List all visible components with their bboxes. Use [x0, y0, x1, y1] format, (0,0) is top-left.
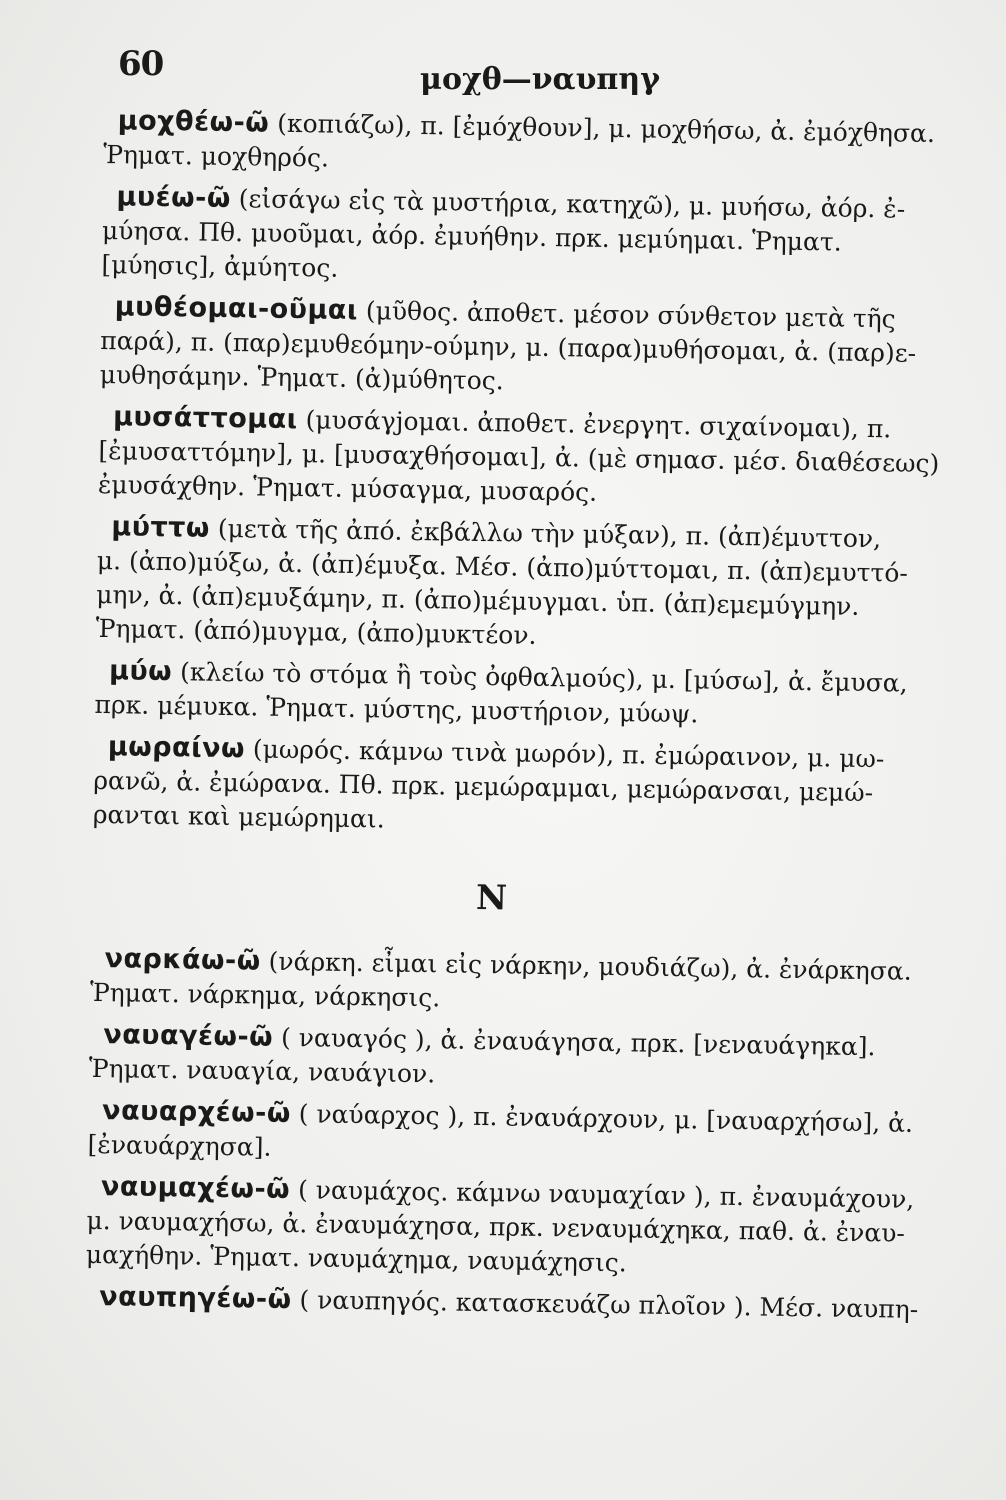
entries-section-m [92, 104, 940, 845]
entry-text: παρά), π. (παρ)εμυθεόμην-ούμην, μ. (παρα)μυθήσομαι, ἀ. (παρ)ε- [100, 325, 917, 368]
dictionary-entry [95, 510, 927, 659]
entry-text: μ. (ἀπο)μύξω, ἀ. (ἀπ)έμυξα. Μέσ. (ἀπο)μύττομαι, π. (ἀπ)εμυττό- [96, 545, 909, 588]
entry-headword: μυσάττομαι [112, 401, 298, 436]
section-letter: Ν [475, 877, 508, 919]
page-number: 60 [118, 44, 164, 84]
entry-line [85, 1280, 919, 1327]
dictionary-entry [101, 180, 932, 295]
dictionary-entry [90, 942, 921, 1023]
entry-text: (κλείω τὸ στόμα ἢ τοὺς ὀφθαλμούς), μ. [μύσω], ἀ. ἔμυσα, [179, 657, 908, 698]
dictionary-entry [99, 290, 930, 405]
entry-text: Ῥηματ. νάρκημα, νάρκησις. [89, 977, 441, 1013]
entry-text: [ἐμυσαττόμην], μ. [μυσαχθήσομαι], ἀ. (μὲ σημασ. μέσ. διαθέσεως) [98, 435, 940, 479]
dictionary-entry [93, 730, 924, 845]
entry-text: πρκ. μέμυκα. Ῥηματ. μύστης, μυστήριον, μύωψ. [94, 689, 699, 729]
entry-text: (νάρκη. εἶμαι εἰς νάρκην, μουδιάζω), ἀ. ἐνάρκησα. [268, 946, 912, 986]
entry-text: (μῦθος. ἀποθετ. μέσον σύνθετον μετὰ τῆς [365, 296, 896, 334]
entry-text: Ῥηματ. μοχθηρός. [102, 139, 330, 173]
entry-text: μ. ναυμαχήσω, ἀ. ἐναυμάχησα, πρκ. νεναυμάχηκα, παθ. ἀ. ἐναυ- [86, 1205, 906, 1248]
dictionary-entry [103, 104, 934, 185]
entry-headword: ναυαγέω-ῶ [103, 1019, 274, 1053]
entry-headword: ναυαρχέω-ῶ [101, 1095, 292, 1130]
entry-text: [ἐναυάρχησα]. [87, 1129, 272, 1162]
dictionary-entry [86, 1170, 917, 1285]
running-head: μοχθ—ναυπηγ [420, 62, 660, 97]
entry-text: ἐμυσάχθην. Ῥηματ. μύσαγμα, μυσαρός. [97, 469, 598, 507]
entry-text: ( ναύαρχος ), π. ἐναυάρχουν, μ. [ναυαρχήσω], ἀ. [298, 1099, 914, 1138]
entry-headword: μωραίνω [107, 731, 246, 765]
entry-headword: μύω [108, 655, 173, 688]
entry-headword: ναυμαχέω-ῶ [100, 1171, 291, 1206]
entry-text: (μυσάγjομαι. ἀποθετ. ἐνεργητ. σιχαίνομαι), π. [305, 405, 892, 444]
entries-section-n [85, 942, 921, 1327]
entry-headword: μοχθέω-ῶ [117, 105, 270, 139]
entry-headword: μυέω-ῶ [116, 181, 232, 215]
entry-headword: ναυπηγέω-ῶ [99, 1281, 292, 1316]
entry-text: μαχήθην. Ῥηματ. ναυμάχημα, ναυμάχησις. [85, 1239, 627, 1278]
entry-headword: ναρκάω-ῶ [104, 943, 261, 977]
entry-text: (μετὰ τῆς ἀπό. ἐκβάλλω τὴν μύξαν), π. (ἀπ)έμυττον, [217, 513, 882, 554]
entry-headword: μυθέομαι-οῦμαι [114, 291, 359, 327]
dictionary-entry [89, 1018, 920, 1099]
dictionary-entry [97, 400, 940, 515]
entry-text: (εἰσάγω εἰς τὰ μυστήρια, κατηχῶ), μ. μυήσω, ἀόρ. ἐ- [238, 184, 906, 224]
entry-text: μην, ἀ. (ἀπ)εμυξάμην, π. (ἀπο)μέμυγμαι. ὑπ. (ἀπ)εμεμύγμην. [96, 579, 860, 621]
entry-text: ( ναυπηγός. κατασκευάζω πλοῖον ). Μέσ. ναυπη- [299, 1285, 919, 1324]
entry-text: (κοπιάζω), π. [ἐμόχθουν], μ. μοχθήσω, ἀ. ἐμόχθησα. [277, 108, 936, 149]
entries-container [85, 104, 940, 1335]
dictionary-entry [94, 654, 925, 735]
entry-text: ρανται καὶ μεμώρημαι. [92, 799, 385, 834]
entry-text: ( ναυμάχος. κάμνω ναυμαχίαν ), π. ἐναυμάχουν, [297, 1175, 915, 1214]
entry-text: μύησα. Πθ. μυοῦμαι, ἀόρ. ἐμυήθην. πρκ. μεμύημαι. Ῥηματ. [101, 215, 842, 257]
entry-text: ( ναυαγός ), ἀ. ἐναυάγησα, πρκ. [νεναυάγηκα]. [280, 1022, 876, 1062]
entry-text: [μύησις], ἀμύητος. [101, 249, 339, 283]
entry-text: Ῥηματ. ναυαγία, ναυάγιον. [88, 1053, 436, 1089]
entry-text: μυθησάμην. Ῥηματ. (ἀ)μύθητος. [99, 359, 504, 396]
entry-text: (μωρός. κάμνω τινὰ μωρόν), π. ἐμώραινον, μ. μω- [252, 734, 885, 774]
dictionary-entry [87, 1094, 918, 1175]
dictionary-entry [85, 1280, 919, 1327]
entry-text: ρανῶ, ἀ. ἐμώρανα. Πθ. πρκ. μεμώραμμαι, μεμώρανσαι, μεμώ- [93, 765, 874, 808]
entry-text: Ῥηματ. (ἀπό)μυγμα, (ἀπο)μυκτέον. [95, 613, 537, 650]
entry-headword: μύττω [111, 511, 211, 544]
